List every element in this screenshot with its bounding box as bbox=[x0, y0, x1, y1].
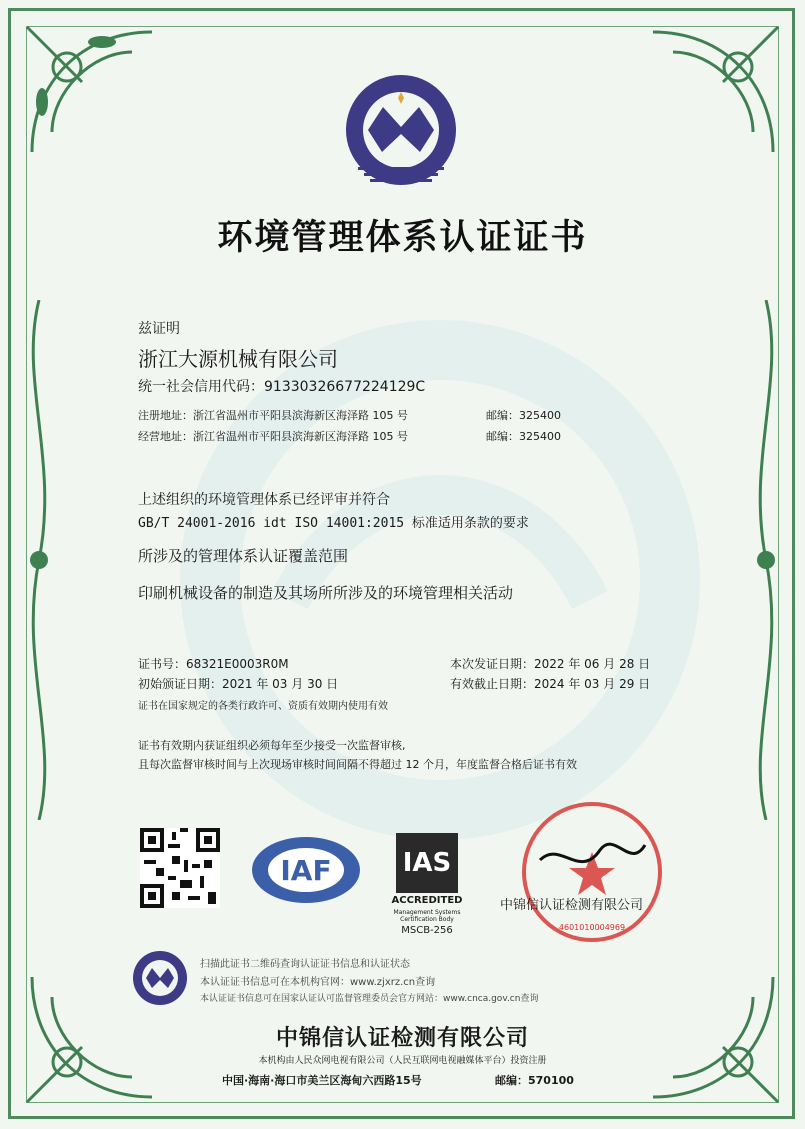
right-vine-ornament bbox=[741, 300, 791, 820]
conformity-standard: GB/T 24001-2016 idt ISO 14001:2015 标准适用条款的要求 bbox=[138, 516, 529, 531]
qr-code bbox=[140, 828, 220, 908]
left-vine-ornament bbox=[14, 300, 64, 820]
issuer-name: 中锦信认证检测有限公司 bbox=[275, 1026, 529, 1051]
corner-ornament-top-right bbox=[643, 12, 793, 162]
scope-text: 印刷机械设备的制造及其场所所涉及的环境管理相关活动 bbox=[138, 584, 514, 602]
ias-logo: IAS bbox=[396, 833, 458, 893]
surveillance-note-1: 证书有效期内获证组织必须每年至少接受一次监督审核, bbox=[138, 739, 406, 752]
expiry-date: 有效截止日期：2024 年 03 月 29 日 bbox=[450, 677, 651, 691]
surveillance-note-2: 且每次监督审核时间与上次现场审核时间间隔不得超过 12 个月，年度监督合格后证书有效 bbox=[138, 758, 577, 771]
registered-postcode: 邮编：325400 bbox=[486, 409, 561, 422]
corner-ornament-top-left bbox=[12, 12, 162, 162]
official-seal bbox=[520, 800, 665, 945]
certificate-title: 环境管理体系认证证书 bbox=[217, 218, 588, 258]
query-note-3: 本认证证书信息可在国家认证认可监督管理委员会官方网站：www.cnca.gov.cn查询 bbox=[200, 994, 539, 1004]
certify-label: 兹证明 bbox=[138, 321, 180, 337]
initial-date: 初始颁证日期：2021 年 03 月 30 日 bbox=[138, 677, 339, 691]
certification-body-logo bbox=[338, 72, 464, 192]
scope-heading: 所涉及的管理体系认证覆盖范围 bbox=[138, 547, 349, 565]
issuer-note: 本机构由人民众网电视有限公司（人民互联网电视融媒体平台）投资注册 bbox=[258, 1056, 547, 1066]
issuer-address: 中国·海南·海口市美兰区海甸六西路15号 bbox=[222, 1074, 422, 1087]
ias-sub-2: Certification Body bbox=[400, 916, 454, 923]
credit-code: 统一社会信用代码：91330326677224129C bbox=[138, 379, 426, 395]
query-note-2: 本认证证书信息可在本机构官网：www.zjxrz.cn查询 bbox=[200, 977, 436, 988]
certificate-number: 证书号：68321E0003R0M bbox=[138, 657, 289, 671]
ias-code: MSCB-256 bbox=[401, 925, 453, 936]
iaf-text: IAF bbox=[280, 854, 332, 887]
issuer-postcode: 邮编：570100 bbox=[495, 1074, 574, 1087]
ias-accredited: ACCREDITED bbox=[391, 895, 463, 906]
query-note-1: 扫描此证书二维码查询认证证书信息和认证状态 bbox=[200, 959, 410, 970]
validity-note: 证书在国家规定的各类行政许可、资质有效期内使用有效 bbox=[138, 701, 388, 712]
issuer-logo bbox=[130, 948, 190, 1008]
ias-sub-1: Management Systems bbox=[393, 909, 461, 916]
conformity-line-1: 上述组织的环境管理体系已经评审并符合 bbox=[138, 492, 390, 508]
issue-date: 本次发证日期：2022 年 06 月 28 日 bbox=[450, 657, 651, 671]
operating-postcode: 邮编：325400 bbox=[486, 430, 561, 443]
operating-address: 经营地址：浙江省温州市平阳县滨海新区海泽路 105 号 bbox=[138, 430, 408, 443]
company-name: 浙江大源机械有限公司 bbox=[138, 347, 338, 371]
iaf-logo bbox=[250, 835, 362, 905]
seal-label: 中锦信认证检测有限公司 bbox=[500, 898, 644, 913]
registered-address: 注册地址：浙江省温州市平阳县滨海新区海泽路 105 号 bbox=[138, 409, 408, 422]
seal-number: 4601010004969 bbox=[558, 923, 626, 932]
